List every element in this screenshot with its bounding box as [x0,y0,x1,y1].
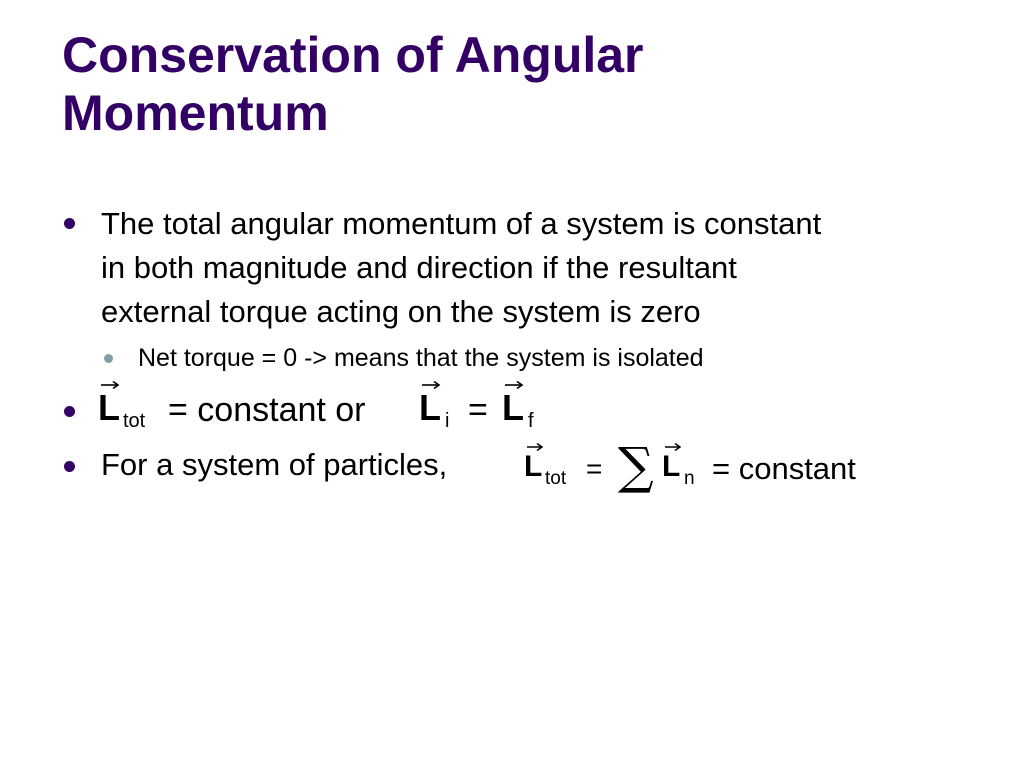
L-symbol: L [502,387,524,428]
subscript-n: n [684,468,695,489]
bullet-dot-icon [64,461,75,472]
subscript-tot: tot [545,468,567,489]
vector-arrow-icon [502,380,526,390]
equals-constant-or: = constant or [168,391,366,429]
subscript-f: f [528,410,534,432]
bullet-text: For a system of particles, [101,447,448,482]
slide-title [62,26,962,142]
summation-icon: ∑ [618,437,654,495]
bullet-dot-icon [64,218,75,229]
vector-L-tot [524,448,542,486]
L-symbol: L [419,387,441,428]
vector-arrow-icon [662,442,684,452]
vector-arrow-icon [419,380,443,390]
vector-L-n [662,448,680,486]
vector-L-tot [98,386,120,430]
equals-sign: = [586,453,603,484]
bullet-line-2: in both magnitude and direction if the resultant [101,250,737,285]
equals-constant: = constant [712,451,856,486]
bullet-text [101,202,981,334]
bullet-dot-icon [64,406,75,417]
title-line-1: Conservation of Angular [62,27,644,83]
vector-L-f [502,386,524,430]
bullet-line-1: The total angular momentum of a system is constant [101,206,822,241]
sub-bullet-text: Net torque = 0 -> means that the system is isolated [138,344,704,372]
vector-arrow-icon [98,380,122,390]
sub-bullet-dot-icon [104,354,113,363]
subscript-i: i [445,410,450,432]
L-symbol: L [662,450,681,483]
title-line-2: Momentum [62,85,329,141]
subscript-tot: tot [123,410,146,432]
L-symbol: L [98,387,120,428]
vector-L-i [419,386,441,430]
L-symbol: L [524,450,543,483]
bullet-line-3: external torque acting on the system is zero [101,294,701,329]
vector-arrow-icon [524,442,546,452]
equals-sign: = [468,391,488,429]
